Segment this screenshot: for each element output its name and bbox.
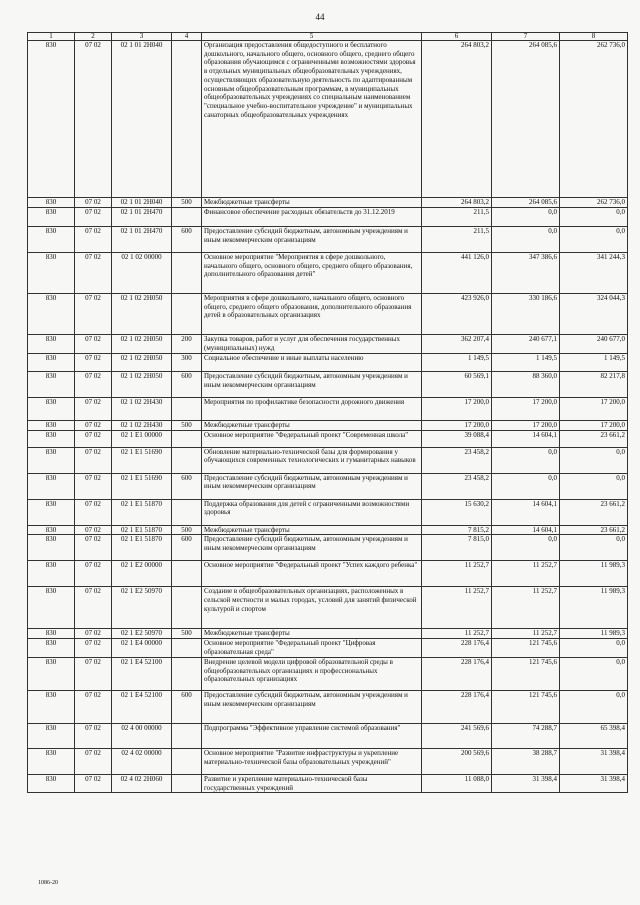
cell-section-code: 07 02 xyxy=(75,639,112,657)
table-row xyxy=(28,430,628,447)
cell-amount-year-3: 0,0 xyxy=(560,447,628,473)
cell-description: Межбюджетные трансферты xyxy=(202,525,422,535)
cell-department-code: 830 xyxy=(28,430,75,447)
table-row xyxy=(28,525,628,535)
cell-description: Обновление материально-технической базы для формирования у обучающихся современных технологических и гуманитарных навыков xyxy=(202,447,422,473)
cell-amount-year-3: 262 736,0 xyxy=(560,41,628,198)
cell-target-article: 02 1 01 2Н470 xyxy=(112,227,172,253)
cell-description: Подпрограмма "Эффективное управление системой образования" xyxy=(202,723,422,748)
cell-amount-year-2: 121 745,6 xyxy=(492,639,560,657)
column-header: 1 xyxy=(28,33,75,41)
cell-target-article: 02 1 Е1 51870 xyxy=(112,525,172,535)
cell-description: Создание в общеобразовательных организациях, расположенных в сельской местности и малых городах, условий для занятий физической культурой и спортом xyxy=(202,587,422,629)
cell-expense-type xyxy=(172,723,202,748)
cell-amount-year-1: 362 207,4 xyxy=(422,335,492,354)
cell-amount-year-3: 23 661,2 xyxy=(560,430,628,447)
cell-amount-year-3: 262 736,0 xyxy=(560,198,628,208)
cell-expense-type xyxy=(172,561,202,587)
column-header: 7 xyxy=(492,33,560,41)
cell-expense-type: 500 xyxy=(172,629,202,639)
table-row xyxy=(28,774,628,792)
cell-expense-type xyxy=(172,499,202,525)
cell-amount-year-3: 31 398,4 xyxy=(560,774,628,792)
cell-amount-year-2: 74 288,7 xyxy=(492,723,560,748)
cell-amount-year-1: 11 252,7 xyxy=(422,561,492,587)
cell-department-code: 830 xyxy=(28,690,75,723)
cell-expense-type xyxy=(172,253,202,294)
cell-amount-year-1: 264 803,2 xyxy=(422,41,492,198)
cell-description: Основное мероприятие "Развитие инфраструктуры и укрепление материально-технической базы образовательных учреждений" xyxy=(202,748,422,774)
table-row xyxy=(28,447,628,473)
cell-target-article: 02 1 Е1 51690 xyxy=(112,473,172,499)
cell-section-code: 07 02 xyxy=(75,690,112,723)
cell-department-code: 830 xyxy=(28,398,75,421)
cell-department-code: 830 xyxy=(28,473,75,499)
cell-amount-year-2: 38 288,7 xyxy=(492,748,560,774)
cell-description: Мероприятия в сфере дошкольного, начального общего, основного общего, среднего общего образования, дополнительного образования детей в образовательных организациях xyxy=(202,294,422,335)
cell-amount-year-3: 82 217,8 xyxy=(560,372,628,398)
cell-section-code: 07 02 xyxy=(75,372,112,398)
cell-target-article: 02 1 Е4 52100 xyxy=(112,657,172,690)
cell-expense-type xyxy=(172,41,202,198)
cell-amount-year-2: 0,0 xyxy=(492,227,560,253)
cell-expense-type: 600 xyxy=(172,473,202,499)
cell-amount-year-3: 17 200,0 xyxy=(560,421,628,431)
cell-amount-year-3: 0,0 xyxy=(560,690,628,723)
cell-amount-year-3: 0,0 xyxy=(560,208,628,227)
cell-amount-year-1: 211,5 xyxy=(422,208,492,227)
table-row xyxy=(28,748,628,774)
cell-expense-type xyxy=(172,294,202,335)
cell-amount-year-2: 121 745,6 xyxy=(492,690,560,723)
cell-amount-year-2: 1 149,5 xyxy=(492,354,560,372)
cell-amount-year-2: 330 186,6 xyxy=(492,294,560,335)
cell-department-code: 830 xyxy=(28,227,75,253)
cell-amount-year-3: 324 044,3 xyxy=(560,294,628,335)
cell-amount-year-1: 7 815,2 xyxy=(422,525,492,535)
cell-target-article: 02 1 Е4 52100 xyxy=(112,690,172,723)
cell-amount-year-3: 0,0 xyxy=(560,473,628,499)
cell-section-code: 07 02 xyxy=(75,430,112,447)
cell-expense-type: 300 xyxy=(172,354,202,372)
table-row xyxy=(28,421,628,431)
cell-amount-year-2: 11 252,7 xyxy=(492,561,560,587)
cell-description: Внедрение целевой модели цифровой образовательной среды в общеобразовательных организациях и профессиональных образовательных организациях xyxy=(202,657,422,690)
cell-expense-type: 600 xyxy=(172,227,202,253)
cell-amount-year-2: 121 745,6 xyxy=(492,657,560,690)
cell-amount-year-2: 264 085,6 xyxy=(492,198,560,208)
cell-amount-year-2: 0,0 xyxy=(492,535,560,561)
cell-description: Основное мероприятие "Мероприятия в сфере дошкольного, начального общего, основного общего, среднего общего образования, дополнительного образования детей" xyxy=(202,253,422,294)
table-row xyxy=(28,208,628,227)
cell-amount-year-1: 441 126,0 xyxy=(422,253,492,294)
cell-amount-year-1: 11 252,7 xyxy=(422,587,492,629)
table-row xyxy=(28,629,628,639)
cell-section-code: 07 02 xyxy=(75,587,112,629)
cell-section-code: 07 02 xyxy=(75,447,112,473)
cell-target-article: 02 1 Е1 51870 xyxy=(112,499,172,525)
table-row xyxy=(28,723,628,748)
cell-amount-year-3: 11 989,3 xyxy=(560,629,628,639)
cell-department-code: 830 xyxy=(28,535,75,561)
cell-description: Основное мероприятие "Федеральный проект "Современная школа" xyxy=(202,430,422,447)
cell-amount-year-1: 211,5 xyxy=(422,227,492,253)
table-row xyxy=(28,198,628,208)
cell-amount-year-1: 228 176,4 xyxy=(422,657,492,690)
cell-amount-year-2: 240 677,1 xyxy=(492,335,560,354)
cell-section-code: 07 02 xyxy=(75,398,112,421)
cell-amount-year-1: 228 176,4 xyxy=(422,639,492,657)
column-header: 3 xyxy=(112,33,172,41)
cell-target-article: 02 4 00 00000 xyxy=(112,723,172,748)
table-row xyxy=(28,41,628,198)
cell-description: Предоставление субсидий бюджетным, автономным учреждениям и иным некоммерческим организациям xyxy=(202,372,422,398)
cell-section-code: 07 02 xyxy=(75,354,112,372)
cell-description: Развитие и укрепление материально-технической базы государственных учреждений xyxy=(202,774,422,792)
cell-amount-year-1: 23 458,2 xyxy=(422,447,492,473)
cell-target-article: 02 1 Е2 50970 xyxy=(112,629,172,639)
table-row xyxy=(28,690,628,723)
table-row xyxy=(28,335,628,354)
cell-amount-year-1: 23 458,2 xyxy=(422,473,492,499)
table-row xyxy=(28,561,628,587)
budget-table xyxy=(27,32,628,793)
cell-target-article: 02 4 02 00000 xyxy=(112,748,172,774)
cell-target-article: 02 1 02 2Н050 xyxy=(112,294,172,335)
cell-target-article: 02 1 02 00000 xyxy=(112,253,172,294)
cell-expense-type: 200 xyxy=(172,335,202,354)
cell-section-code: 07 02 xyxy=(75,525,112,535)
cell-department-code: 830 xyxy=(28,657,75,690)
cell-amount-year-2: 11 252,7 xyxy=(492,587,560,629)
cell-amount-year-1: 423 926,0 xyxy=(422,294,492,335)
column-header: 2 xyxy=(75,33,112,41)
cell-section-code: 07 02 xyxy=(75,198,112,208)
cell-department-code: 830 xyxy=(28,41,75,198)
cell-expense-type: 600 xyxy=(172,372,202,398)
cell-amount-year-2: 0,0 xyxy=(492,208,560,227)
cell-section-code: 07 02 xyxy=(75,227,112,253)
cell-description: Мероприятия по профилактике безопасности дорожного движения xyxy=(202,398,422,421)
cell-target-article: 02 1 02 2Н430 xyxy=(112,421,172,431)
cell-target-article: 02 1 02 2Н050 xyxy=(112,335,172,354)
cell-department-code: 830 xyxy=(28,447,75,473)
cell-description: Предоставление субсидий бюджетным, автономным учреждениям и иным некоммерческим организациям xyxy=(202,535,422,561)
cell-expense-type xyxy=(172,639,202,657)
cell-expense-type xyxy=(172,430,202,447)
cell-description: Закупка товаров, работ и услуг для обеспечения государственных (муниципальных) нужд xyxy=(202,335,422,354)
cell-section-code: 07 02 xyxy=(75,561,112,587)
cell-amount-year-2: 347 386,6 xyxy=(492,253,560,294)
cell-amount-year-2: 0,0 xyxy=(492,447,560,473)
cell-department-code: 830 xyxy=(28,354,75,372)
cell-department-code: 830 xyxy=(28,561,75,587)
cell-amount-year-3: 0,0 xyxy=(560,227,628,253)
cell-department-code: 830 xyxy=(28,198,75,208)
cell-amount-year-1: 11 088,0 xyxy=(422,774,492,792)
table-row xyxy=(28,535,628,561)
cell-target-article: 02 1 01 2Н040 xyxy=(112,41,172,198)
cell-department-code: 830 xyxy=(28,208,75,227)
cell-section-code: 07 02 xyxy=(75,208,112,227)
cell-amount-year-2: 0,0 xyxy=(492,473,560,499)
table-row xyxy=(28,227,628,253)
cell-target-article: 02 1 Е1 51870 xyxy=(112,535,172,561)
footer-code: 1086-20 xyxy=(38,880,58,886)
cell-target-article: 02 1 01 2Н040 xyxy=(112,198,172,208)
cell-expense-type xyxy=(172,774,202,792)
cell-amount-year-1: 241 569,6 xyxy=(422,723,492,748)
cell-amount-year-1: 228 176,4 xyxy=(422,690,492,723)
cell-amount-year-2: 17 200,0 xyxy=(492,421,560,431)
table-row xyxy=(28,639,628,657)
cell-section-code: 07 02 xyxy=(75,629,112,639)
cell-expense-type: 500 xyxy=(172,525,202,535)
cell-target-article: 02 1 02 2Н050 xyxy=(112,354,172,372)
cell-amount-year-3: 0,0 xyxy=(560,535,628,561)
cell-amount-year-1: 1 149,5 xyxy=(422,354,492,372)
cell-amount-year-3: 0,0 xyxy=(560,639,628,657)
table-row xyxy=(28,372,628,398)
cell-amount-year-1: 15 630,2 xyxy=(422,499,492,525)
cell-amount-year-2: 11 252,7 xyxy=(492,629,560,639)
cell-amount-year-1: 17 200,0 xyxy=(422,398,492,421)
cell-amount-year-1: 17 200,0 xyxy=(422,421,492,431)
cell-expense-type: 500 xyxy=(172,198,202,208)
column-header: 4 xyxy=(172,33,202,41)
cell-description: Социальное обеспечение и иные выплаты населению xyxy=(202,354,422,372)
cell-section-code: 07 02 xyxy=(75,253,112,294)
cell-amount-year-2: 14 604,1 xyxy=(492,499,560,525)
table-row xyxy=(28,473,628,499)
cell-amount-year-2: 31 398,4 xyxy=(492,774,560,792)
cell-department-code: 830 xyxy=(28,639,75,657)
cell-target-article: 02 1 02 2Н430 xyxy=(112,398,172,421)
column-header: 8 xyxy=(560,33,628,41)
cell-section-code: 07 02 xyxy=(75,335,112,354)
cell-expense-type xyxy=(172,208,202,227)
cell-description: Основное мероприятие "Федеральный проект "Цифровая образовательная среда" xyxy=(202,639,422,657)
cell-target-article: 02 1 Е1 00000 xyxy=(112,430,172,447)
cell-amount-year-1: 11 252,7 xyxy=(422,629,492,639)
cell-target-article: 02 1 Е4 00000 xyxy=(112,639,172,657)
cell-target-article: 02 1 Е2 00000 xyxy=(112,561,172,587)
cell-department-code: 830 xyxy=(28,748,75,774)
cell-description: Предоставление субсидий бюджетным, автономным учреждениям и иным некоммерческим организациям xyxy=(202,227,422,253)
cell-amount-year-3: 65 398,4 xyxy=(560,723,628,748)
cell-section-code: 07 02 xyxy=(75,657,112,690)
cell-amount-year-3: 11 989,3 xyxy=(560,587,628,629)
cell-target-article: 02 1 02 2Н050 xyxy=(112,372,172,398)
table-row xyxy=(28,587,628,629)
cell-amount-year-1: 7 815,0 xyxy=(422,535,492,561)
cell-description: Поддержка образования для детей с ограниченными возможностями здоровья xyxy=(202,499,422,525)
cell-section-code: 07 02 xyxy=(75,421,112,431)
cell-expense-type xyxy=(172,657,202,690)
cell-amount-year-3: 23 661,2 xyxy=(560,525,628,535)
cell-amount-year-1: 200 569,6 xyxy=(422,748,492,774)
cell-expense-type xyxy=(172,447,202,473)
cell-amount-year-3: 23 661,2 xyxy=(560,499,628,525)
cell-amount-year-1: 39 088,4 xyxy=(422,430,492,447)
cell-amount-year-3: 341 244,3 xyxy=(560,253,628,294)
cell-amount-year-2: 264 085,6 xyxy=(492,41,560,198)
column-header: 5 xyxy=(202,33,422,41)
cell-amount-year-2: 88 360,0 xyxy=(492,372,560,398)
cell-amount-year-3: 11 989,3 xyxy=(560,561,628,587)
cell-expense-type xyxy=(172,748,202,774)
cell-expense-type xyxy=(172,587,202,629)
cell-expense-type: 600 xyxy=(172,690,202,723)
cell-department-code: 830 xyxy=(28,421,75,431)
cell-description: Предоставление субсидий бюджетным, автономным учреждениям и иным некоммерческим организациям xyxy=(202,473,422,499)
cell-description: Основное мероприятие "Федеральный проект "Успех каждого ребенка" xyxy=(202,561,422,587)
cell-section-code: 07 02 xyxy=(75,499,112,525)
cell-amount-year-3: 240 677,0 xyxy=(560,335,628,354)
cell-department-code: 830 xyxy=(28,629,75,639)
cell-expense-type: 500 xyxy=(172,421,202,431)
cell-amount-year-3: 31 398,4 xyxy=(560,748,628,774)
cell-department-code: 830 xyxy=(28,372,75,398)
table-row xyxy=(28,253,628,294)
cell-amount-year-3: 1 149,5 xyxy=(560,354,628,372)
cell-amount-year-1: 264 803,2 xyxy=(422,198,492,208)
cell-target-article: 02 1 Е1 51690 xyxy=(112,447,172,473)
table-row xyxy=(28,354,628,372)
table-row xyxy=(28,499,628,525)
cell-department-code: 830 xyxy=(28,253,75,294)
cell-department-code: 830 xyxy=(28,723,75,748)
cell-target-article: 02 1 01 2Н470 xyxy=(112,208,172,227)
cell-amount-year-3: 0,0 xyxy=(560,657,628,690)
cell-amount-year-2: 14 604,1 xyxy=(492,525,560,535)
cell-description: Организация предоставления общедоступного и бесплатного дошкольного, начального общего, основного общего, среднего общего образования обучающимся с ограниченными возможностями здоровья в отдельных муниципальных общеобразовательных учреждениях, осуществляющих образовательную деятельность по адаптированным основным общеобразовательным программам, в муниципальных общеобразовательных учреждениях со специальным наименованием "специальное учебно-воспитательное учреждение" и муниципальных санаторных общеобразовательных учреждениях xyxy=(202,41,422,198)
cell-amount-year-1: 60 569,1 xyxy=(422,372,492,398)
cell-amount-year-2: 17 200,0 xyxy=(492,398,560,421)
cell-department-code: 830 xyxy=(28,294,75,335)
cell-department-code: 830 xyxy=(28,499,75,525)
cell-section-code: 07 02 xyxy=(75,535,112,561)
column-header-row xyxy=(28,33,628,41)
cell-description: Межбюджетные трансферты xyxy=(202,629,422,639)
cell-expense-type xyxy=(172,398,202,421)
cell-amount-year-3: 17 200,0 xyxy=(560,398,628,421)
cell-target-article: 02 1 Е2 50970 xyxy=(112,587,172,629)
column-header: 6 xyxy=(422,33,492,41)
cell-section-code: 07 02 xyxy=(75,41,112,198)
cell-department-code: 830 xyxy=(28,525,75,535)
cell-section-code: 07 02 xyxy=(75,748,112,774)
cell-description: Предоставление субсидий бюджетным, автономным учреждениям и иным некоммерческим организациям xyxy=(202,690,422,723)
cell-section-code: 07 02 xyxy=(75,294,112,335)
cell-department-code: 830 xyxy=(28,587,75,629)
cell-section-code: 07 02 xyxy=(75,473,112,499)
cell-description: Межбюджетные трансферты xyxy=(202,198,422,208)
cell-target-article: 02 4 02 2Н060 xyxy=(112,774,172,792)
cell-description: Межбюджетные трансферты xyxy=(202,421,422,431)
cell-amount-year-2: 14 604,1 xyxy=(492,430,560,447)
cell-section-code: 07 02 xyxy=(75,774,112,792)
cell-description: Финансовое обеспечение расходных обязательств до 31.12.2019 xyxy=(202,208,422,227)
cell-section-code: 07 02 xyxy=(75,723,112,748)
table-row xyxy=(28,398,628,421)
table-row xyxy=(28,294,628,335)
page-number: 44 xyxy=(315,12,325,22)
cell-expense-type: 600 xyxy=(172,535,202,561)
table-row xyxy=(28,657,628,690)
cell-department-code: 830 xyxy=(28,774,75,792)
cell-department-code: 830 xyxy=(28,335,75,354)
